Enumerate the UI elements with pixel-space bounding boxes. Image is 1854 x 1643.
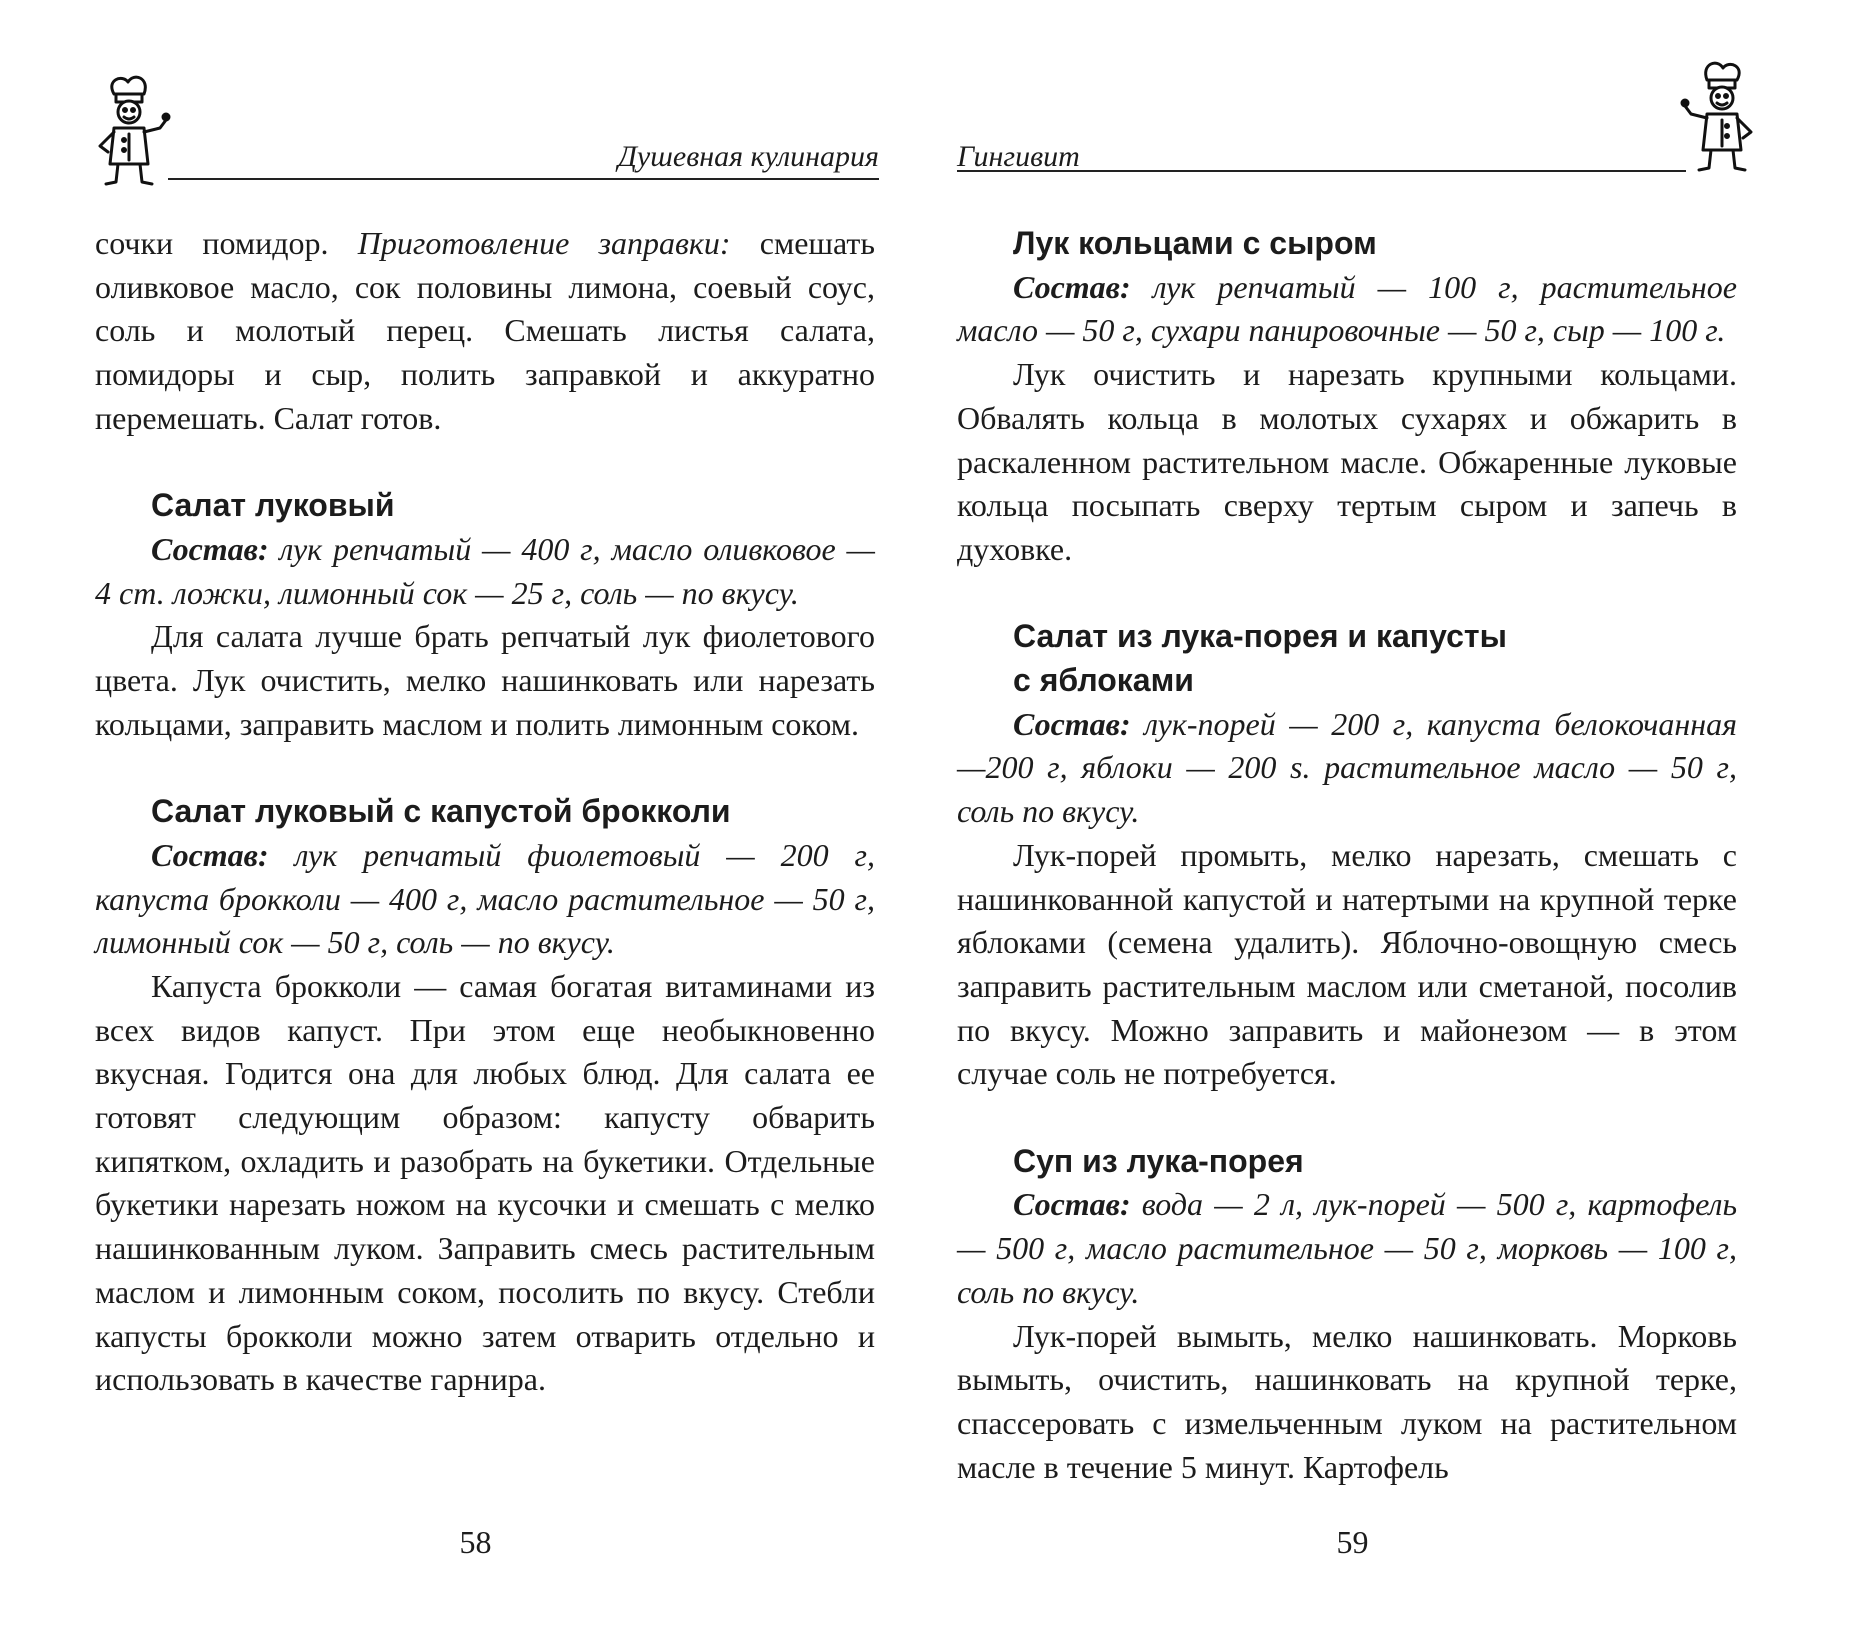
spacer xyxy=(957,572,1737,616)
recipe-composition xyxy=(957,1183,1737,1314)
recipe-composition xyxy=(95,834,875,965)
right-page xyxy=(927,0,1854,1643)
composition-label: Состав: xyxy=(151,836,269,873)
chef-icon xyxy=(86,72,172,190)
spacer xyxy=(95,441,875,485)
header-rule xyxy=(168,178,879,180)
composition-text: лук репчатый — 400 г, масло оливковое — 4 ст. ложки, лимонный сок — 25 г, соль — по вкусу. xyxy=(95,530,875,611)
running-head: Душевная кулинария xyxy=(617,140,879,173)
composition-label: Состав: xyxy=(151,530,269,567)
composition-label: Состав: xyxy=(1013,1186,1131,1223)
text-run: смешать оливковое масло, сок половины лимона, соевый соус, соль и молотый перец. Смешать листья салата, помидоры и сыр, полить заправкой и аккуратно перемешать. Салат готов. xyxy=(95,225,875,436)
recipe-title: Суп из лука-порея xyxy=(1013,1142,1304,1179)
composition-label: Состав: xyxy=(1013,705,1131,742)
header-rule xyxy=(957,170,1686,172)
spacer xyxy=(95,746,875,790)
recipe-title: Салат луковый xyxy=(151,487,395,524)
recipe-instructions: Лук очистить и нарезать крупными кольцами. Обвалять кольца в молотых сухарях и обжарить в раскаленном растительном масле. Обжаренные луковые кольца посыпать сверху тертым сыром и запечь в духовке. xyxy=(957,356,1737,567)
italic-run: Приготовление заправки: xyxy=(357,225,731,261)
recipe-title: Салат луковый с капустой брокколи xyxy=(151,793,731,830)
page-content xyxy=(957,222,1737,1489)
spacer xyxy=(957,1096,1737,1140)
composition-text: лук репчатый фиолетовый — 200 г, капуста брокколи — 400 г, масло растительное — 50 г, лимонный сок — 50 г, соль — по вкусу. xyxy=(95,836,875,961)
recipe-composition xyxy=(957,266,1737,353)
recipe-instructions: Лук-порей вымыть, мелко нашинковать. Морковь вымыть, очистить, нашинковать на крупной терке, спассеровать с измельченным луком на растительном масле в течение 5 минут. Картофель xyxy=(957,1317,1737,1485)
recipe-composition xyxy=(95,528,875,615)
recipe-instructions: Лук-порей промыть, мелко нарезать, смешать с нашинкованной капустой и натертыми на крупной терке яблоками (семена удалить). Яблочно-овощную смесь заправить растительным маслом или сметаной, посолив по вкусу. Можно заправить и майонезом — в этом случае соль не потребуется. xyxy=(957,836,1737,1092)
recipe-instructions: Капуста брокколи — самая богатая витаминами из всех видов капуст. При этом еще необыкновенно вкусная. Годится она для любых блюд. Для салата ее готовят следующим образом: капусту обварить кипятком, охладить и разобрать на букетики. Отдельные букетики нарезать ножом на кусочки и смешать с мелко нашинкованным луком. Заправить смесь растительным маслом и лимонным соком, посолить по вкусу. Стебли капусты брокколи можно затем отварить отдельно и использовать в качестве гарнира. xyxy=(95,967,875,1398)
recipe-title-line: Салат из лука-порея и капусты xyxy=(1013,618,1507,655)
recipe-composition xyxy=(957,703,1737,834)
running-head: Гингивит xyxy=(957,140,1080,173)
recipe-instructions: Для салата лучше брать репчатый лук фиолетового цвета. Лук очистить, мелко нашинковать или нарезать кольцами, заправить маслом и полить лимонным соком. xyxy=(95,618,875,742)
page-content xyxy=(95,222,875,1402)
chef-icon xyxy=(1679,58,1765,176)
recipe-title-line: с яблоками xyxy=(1013,662,1194,699)
composition-text: лук репчатый — 100 г, растительное масло — 50 г, сухари панировочные — 50 г, сыр — 100 г. xyxy=(957,268,1737,349)
composition-text: лук-порей — 200 г, капуста белокочанная —200 г, яблоки — 200 s. растительное масло — 50 г, соль по вкусу. xyxy=(957,705,1737,830)
continued-paragraph xyxy=(95,222,875,441)
text-run: сочки помидор. xyxy=(95,225,358,261)
composition-text: вода — 2 л, лук-порей — 500 г, картофель — 500 г, масло растительное — 50 г, морковь — 100 г, соль по вкусу. xyxy=(957,1186,1737,1310)
page-number: 59 xyxy=(1336,1524,1369,1560)
page-number: 58 xyxy=(459,1524,492,1560)
recipe-title: Лук кольцами с сыром xyxy=(1013,225,1377,261)
composition-label: Состав: xyxy=(1013,268,1131,305)
